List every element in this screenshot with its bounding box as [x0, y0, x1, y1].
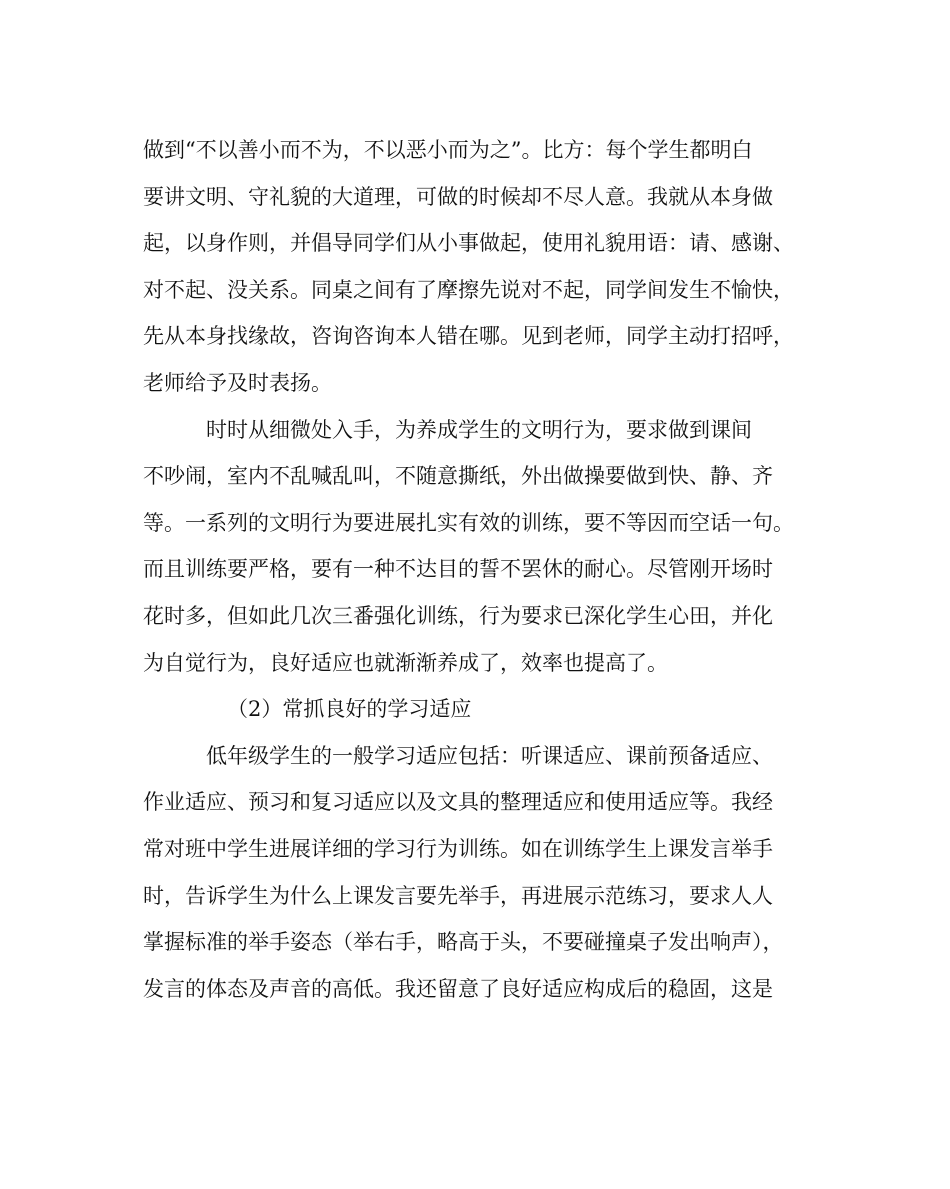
text-line: 时，告诉学生为什么上课发言要先举手，再进展示范练习，要求人人	[143, 883, 773, 908]
text-line: 要讲文明、守礼貌的大道理，可做的时候却不尽人意。我就从本身做	[143, 184, 773, 209]
text-line: 不吵闹，室内不乱喊乱叫，不随意撕纸，外出做操要做到快、静、齐	[143, 464, 773, 489]
text-line: 老师给予及时表扬。	[143, 370, 332, 395]
text-line: 等。一系列的文明行为要进展扎实有效的训练，要不等因而空话一句。	[143, 510, 794, 535]
paragraph-1	[143, 127, 808, 407]
text-line: 为自觉行为，良好适应也就渐渐养成了，效率也提高了。	[143, 650, 668, 675]
text-line: 花时多，但如此几次三番强化训练，行为要求已深化学生心田，并化	[143, 603, 773, 628]
paragraph-2	[143, 407, 808, 687]
text-line: 对不起、没关系。同桌之间有了摩擦先说对不起，同学间发生不愉快，	[143, 277, 794, 302]
text-line: 做到“不以善小而不为，不以恶小而为之”。比方：每个学生都明白	[143, 138, 753, 162]
text-line: 低年级学生的一般学习适应包括：听课适应、课前预备适应、	[206, 743, 773, 768]
text-line: 掌握标准的举手姿态（举右手，略高于头，不要碰撞桌子发出响声），	[143, 930, 784, 955]
section-heading	[143, 686, 808, 733]
paragraph-3	[143, 733, 808, 1013]
text-line: 起，以身作则，并倡导同学们从小事做起，使用礼貌用语：请、感谢、	[143, 231, 794, 256]
text-line: 而且训练要严格，要有一种不达目的誓不罢休的耐心。尽管刚开场时	[143, 557, 773, 582]
text-line: 先从本身找缘故，咨询咨询本人错在哪。见到老师，同学主动打招呼，	[143, 324, 794, 349]
text-line: 时时从细微处入手，为养成学生的文明行为，要求做到课间	[206, 417, 752, 442]
text-line: 常对班中学生进展详细的学习行为训练。如在训练学生上课发言举手	[143, 836, 773, 861]
section-heading-text: （2）常抓良好的学习适应	[227, 697, 472, 722]
text-line: 作业适应、预习和复习适应以及文具的整理适应和使用适应等。我经	[143, 790, 773, 815]
text-line: 发言的体态及声音的高低。我还留意了良好适应构成后的稳固，这是	[143, 976, 773, 1001]
document-body	[143, 127, 808, 1012]
